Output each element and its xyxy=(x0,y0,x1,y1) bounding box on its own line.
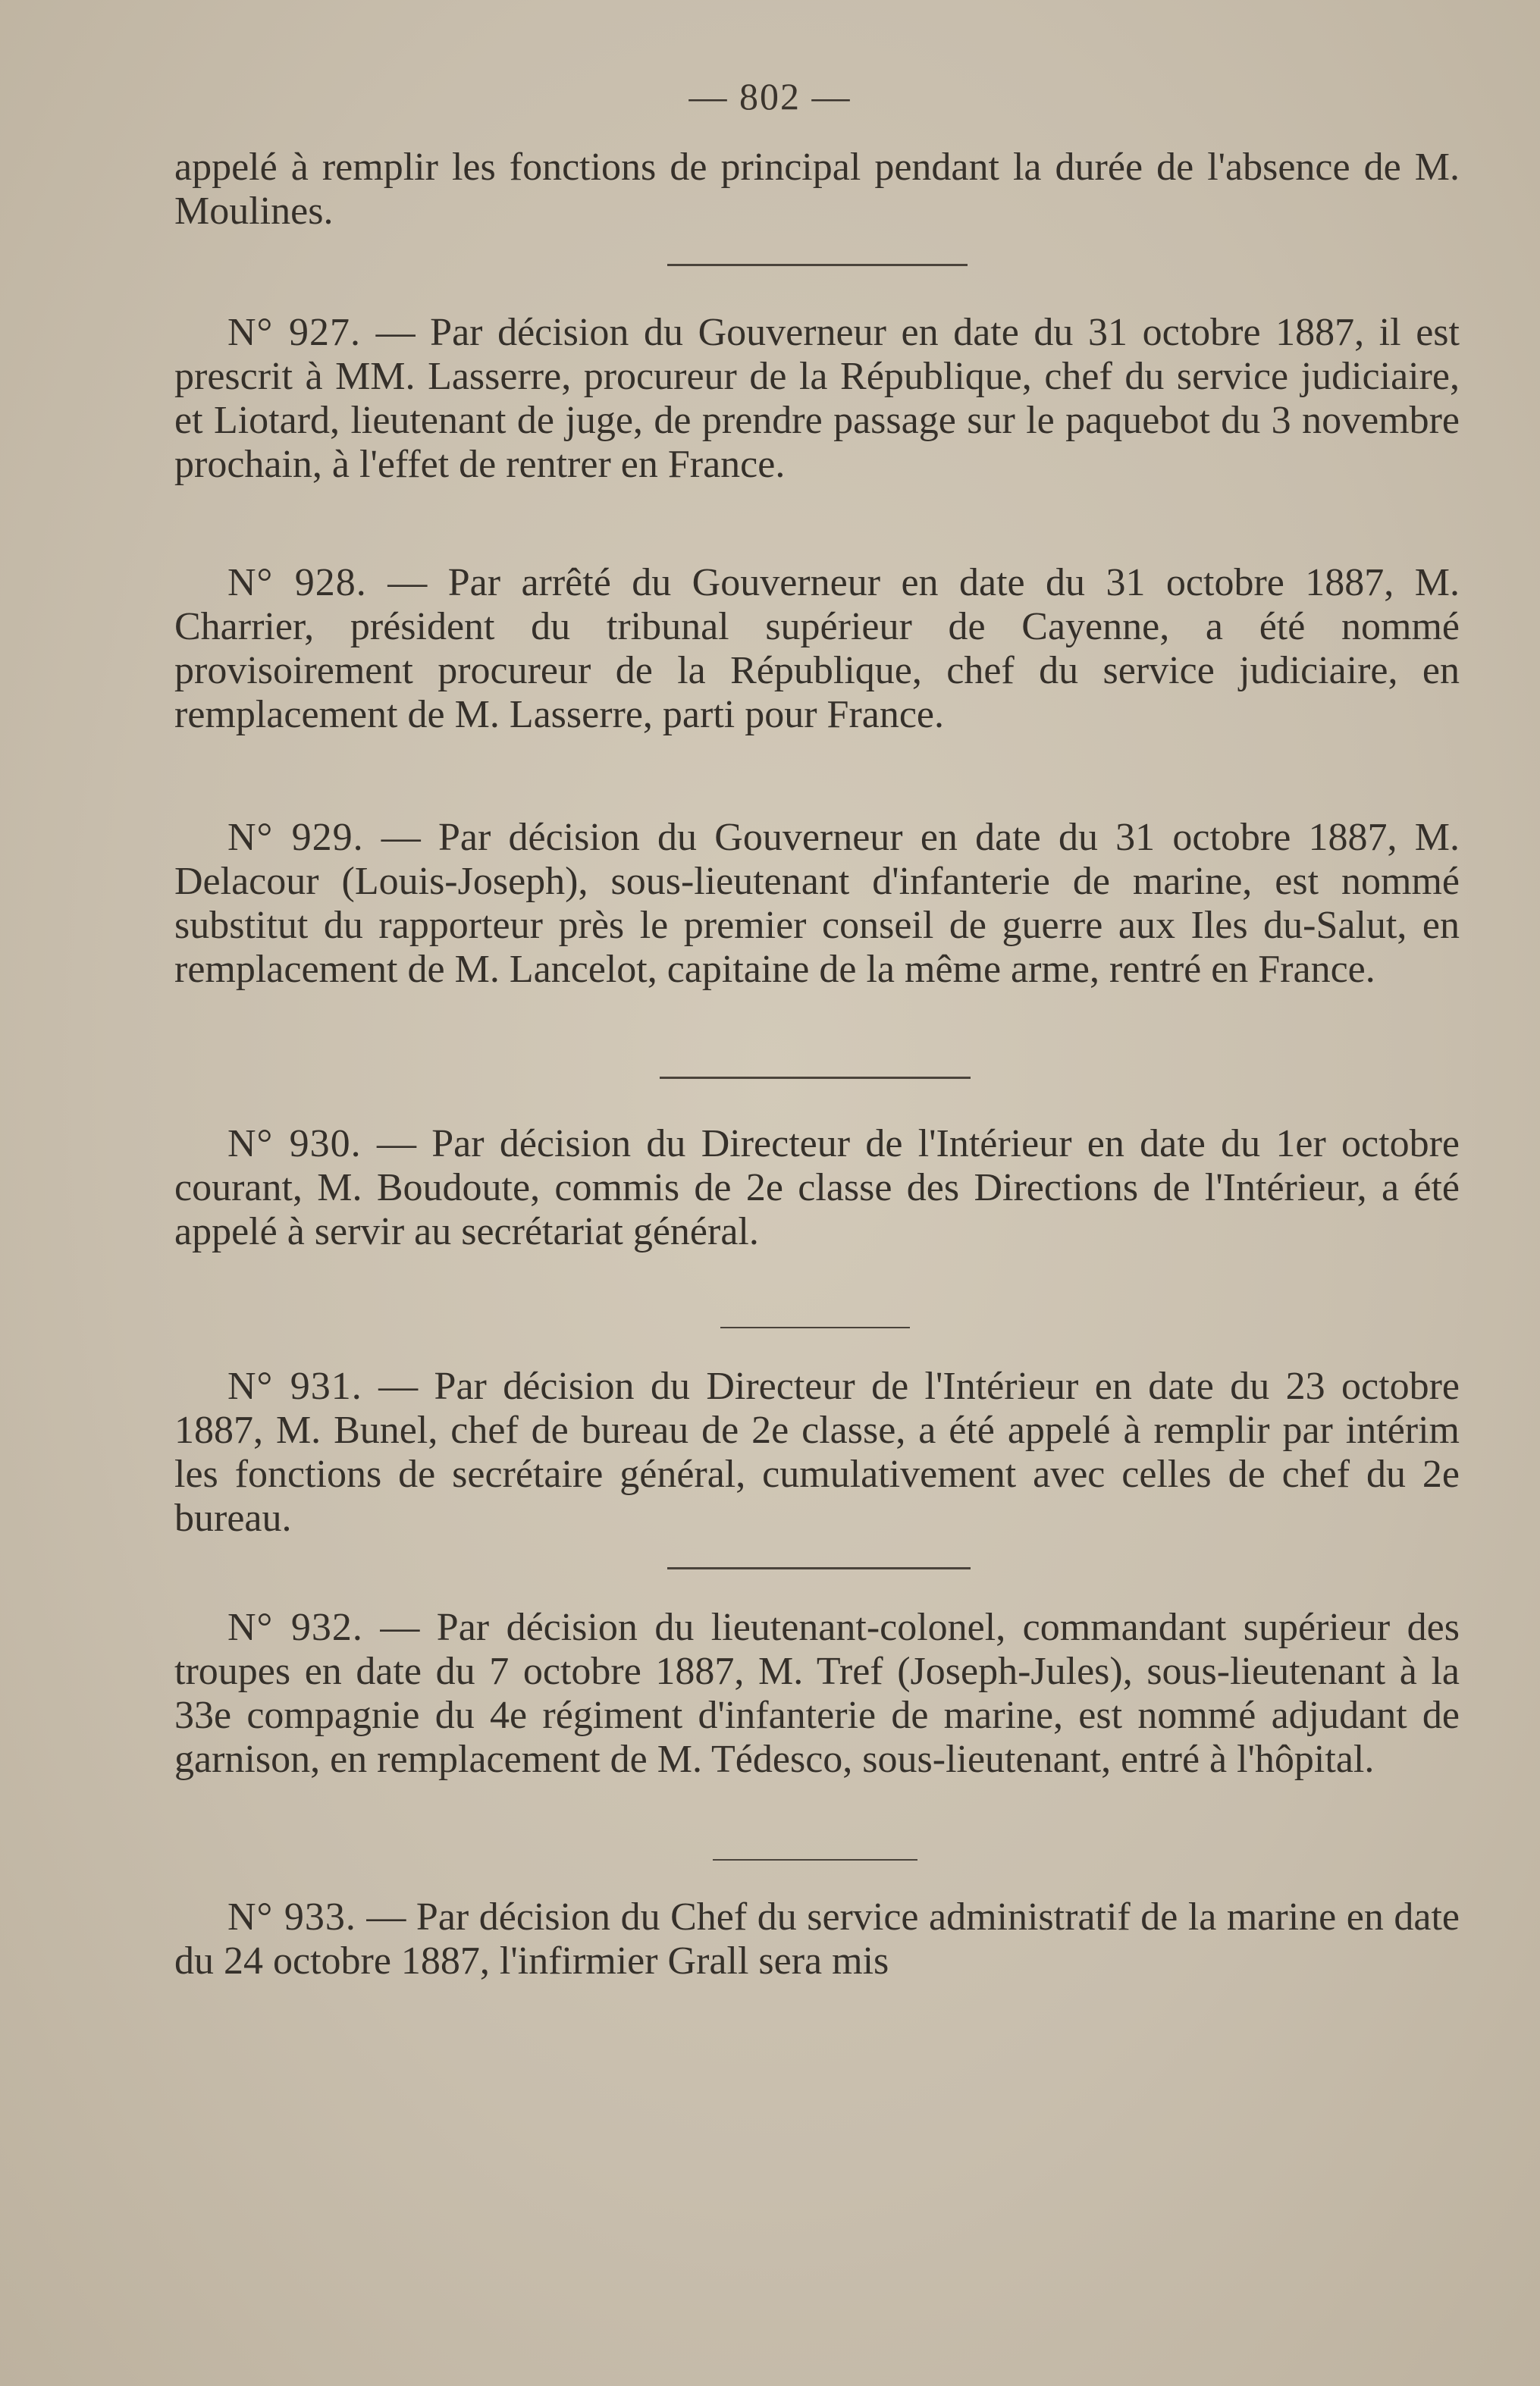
entry-number: N° 927. xyxy=(227,311,361,354)
entry-number: N° 930. xyxy=(227,1122,362,1165)
entry-number: N° 929. xyxy=(227,816,364,859)
entry-text: — Par arrêté du Gouverneur en date du 31 octobre 1887, M. Charrier, président du tribunal supérieur de Cayenne, a été nommé provisoirement procureur de la République, chef du service judiciaire, en remplacement de M. Lasserre, parti pour France. xyxy=(174,561,1460,736)
entry-number: N° 933. xyxy=(227,1895,356,1939)
entry-929 xyxy=(174,816,1460,992)
entry-number: N° 932. xyxy=(227,1606,363,1649)
section-divider xyxy=(720,1327,910,1328)
continuation-text: appelé à remplir les fonctions de principal pendant la durée de l'absence de M. Moulines. xyxy=(174,146,1460,233)
entry-text: — Par décision du Directeur de l'Intérieur en date du 1er octobre courant, M. Boudoute, commis de 2e classe des Directions de l'Intérieur, a été appelé à servir au secrétariat général. xyxy=(174,1122,1460,1253)
section-divider xyxy=(713,1859,917,1861)
entry-number: N° 928. xyxy=(227,561,367,604)
entry-931 xyxy=(174,1365,1460,1541)
entry-text: — Par décision du lieutenant-colonel, commandant supérieur des troupes en date du 7 octobre 1887, M. Tref (Joseph-Jules), sous-lieutenant à la 33e compagnie du 4e régiment d'infanterie de marine, est nommé adjudant de garnison, en remplacement de M. Tédesco, sous-lieutenant, entré à l'hôpital. xyxy=(174,1606,1460,1781)
entry-930 xyxy=(174,1122,1460,1254)
entry-text: — Par décision du Directeur de l'Intérieur en date du 23 octobre 1887, M. Bunel, chef de bureau de 2e classe, a été appelé à remplir par intérim les fonctions de secrétaire général, cumulativement avec celles de chef du 2e bureau. xyxy=(174,1365,1460,1540)
page-number: — 802 — xyxy=(688,75,852,118)
continuation-paragraph xyxy=(174,146,1460,234)
entry-text: — Par décision du Gouverneur en date du 31 octobre 1887, il est prescrit à MM. Lasserre, procureur de la République, chef du service judiciaire, et Liotard, lieutenant de juge, de prendre passage sur le paquebot du 3 novembre prochain, à l'effet de rentrer en France. xyxy=(174,311,1460,486)
entry-933 xyxy=(174,1895,1460,1983)
entry-927 xyxy=(174,311,1460,487)
entry-928 xyxy=(174,561,1460,737)
entry-932 xyxy=(174,1606,1460,1782)
entry-text: — Par décision du Gouverneur en date du 31 octobre 1887, M. Delacour (Louis-Joseph), sous-lieutenant d'infanterie de marine, est nommé substitut du rapporteur près le premier conseil de guerre aux Iles du-Salut, en remplacement de M. Lancelot, capitaine de la même arme, rentré en France. xyxy=(174,816,1460,991)
entry-text: — Par décision du Chef du service administratif de la marine en date du 24 octobre 1887, l'infirmier Grall sera mis xyxy=(174,1895,1460,1983)
section-divider xyxy=(667,1567,971,1569)
section-divider xyxy=(660,1077,971,1079)
section-divider xyxy=(667,264,968,266)
entry-number: N° 931. xyxy=(227,1365,362,1408)
